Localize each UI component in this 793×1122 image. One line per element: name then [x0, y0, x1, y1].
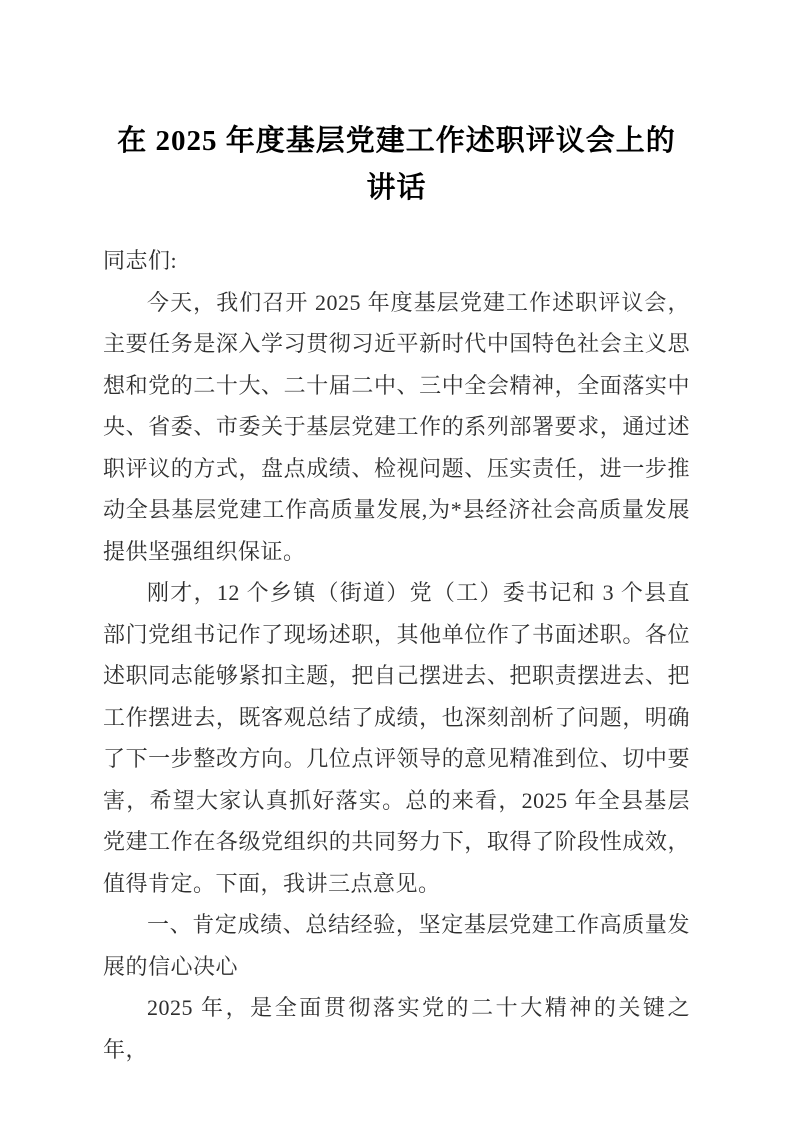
document-salutation: 同志们: [103, 248, 178, 273]
document-paragraph: 今天，我们召开 2025 年度基层党建工作述职评议会，主要任务是深入学习贯彻习近平新时代中国特色社会主义思想和党的二十大、二十届二中、三中全会精神，全面落实中央、省委、市委关于基层党建工作的系列部署要求，通过述职评议的方式，盘点成绩、检视问题、压实责任，进一步推动全县基层党建工作高质量发展,为*县经济社会高质量发展提供坚强组织保证。 [103, 289, 690, 564]
document-title: 在 2025 年度基层党建工作述职评议会上的讲话 [117, 125, 676, 204]
document-paragraph: 刚才，12 个乡镇（街道）党（工）委书记和 3 个县直部门党组书记作了现场述职，其他单位作了书面述职。各位述职同志能够紧扣主题，把自己摆进去、把职责摆进去、把工作摆进去，既客观总结了成绩，也深刻剖析了问题，明确了下一步整改方向。几位点评领导的意见精准到位、切中要害，希望大家认真抓好落实。总的来看，2025 年全县基层党建工作在各级党组织的共同努力下，取得了阶段性成效，值得肯定。下面，我讲三点意见。 [103, 580, 690, 896]
document-paragraph: 2025 年，是全面贯彻落实党的二十大精神的关键之年， [103, 995, 690, 1062]
document-heading: 一、肯定成绩、总结经验，坚定基层党建工作高质量发展的信心决心 [103, 912, 690, 979]
document-body [103, 240, 690, 1070]
